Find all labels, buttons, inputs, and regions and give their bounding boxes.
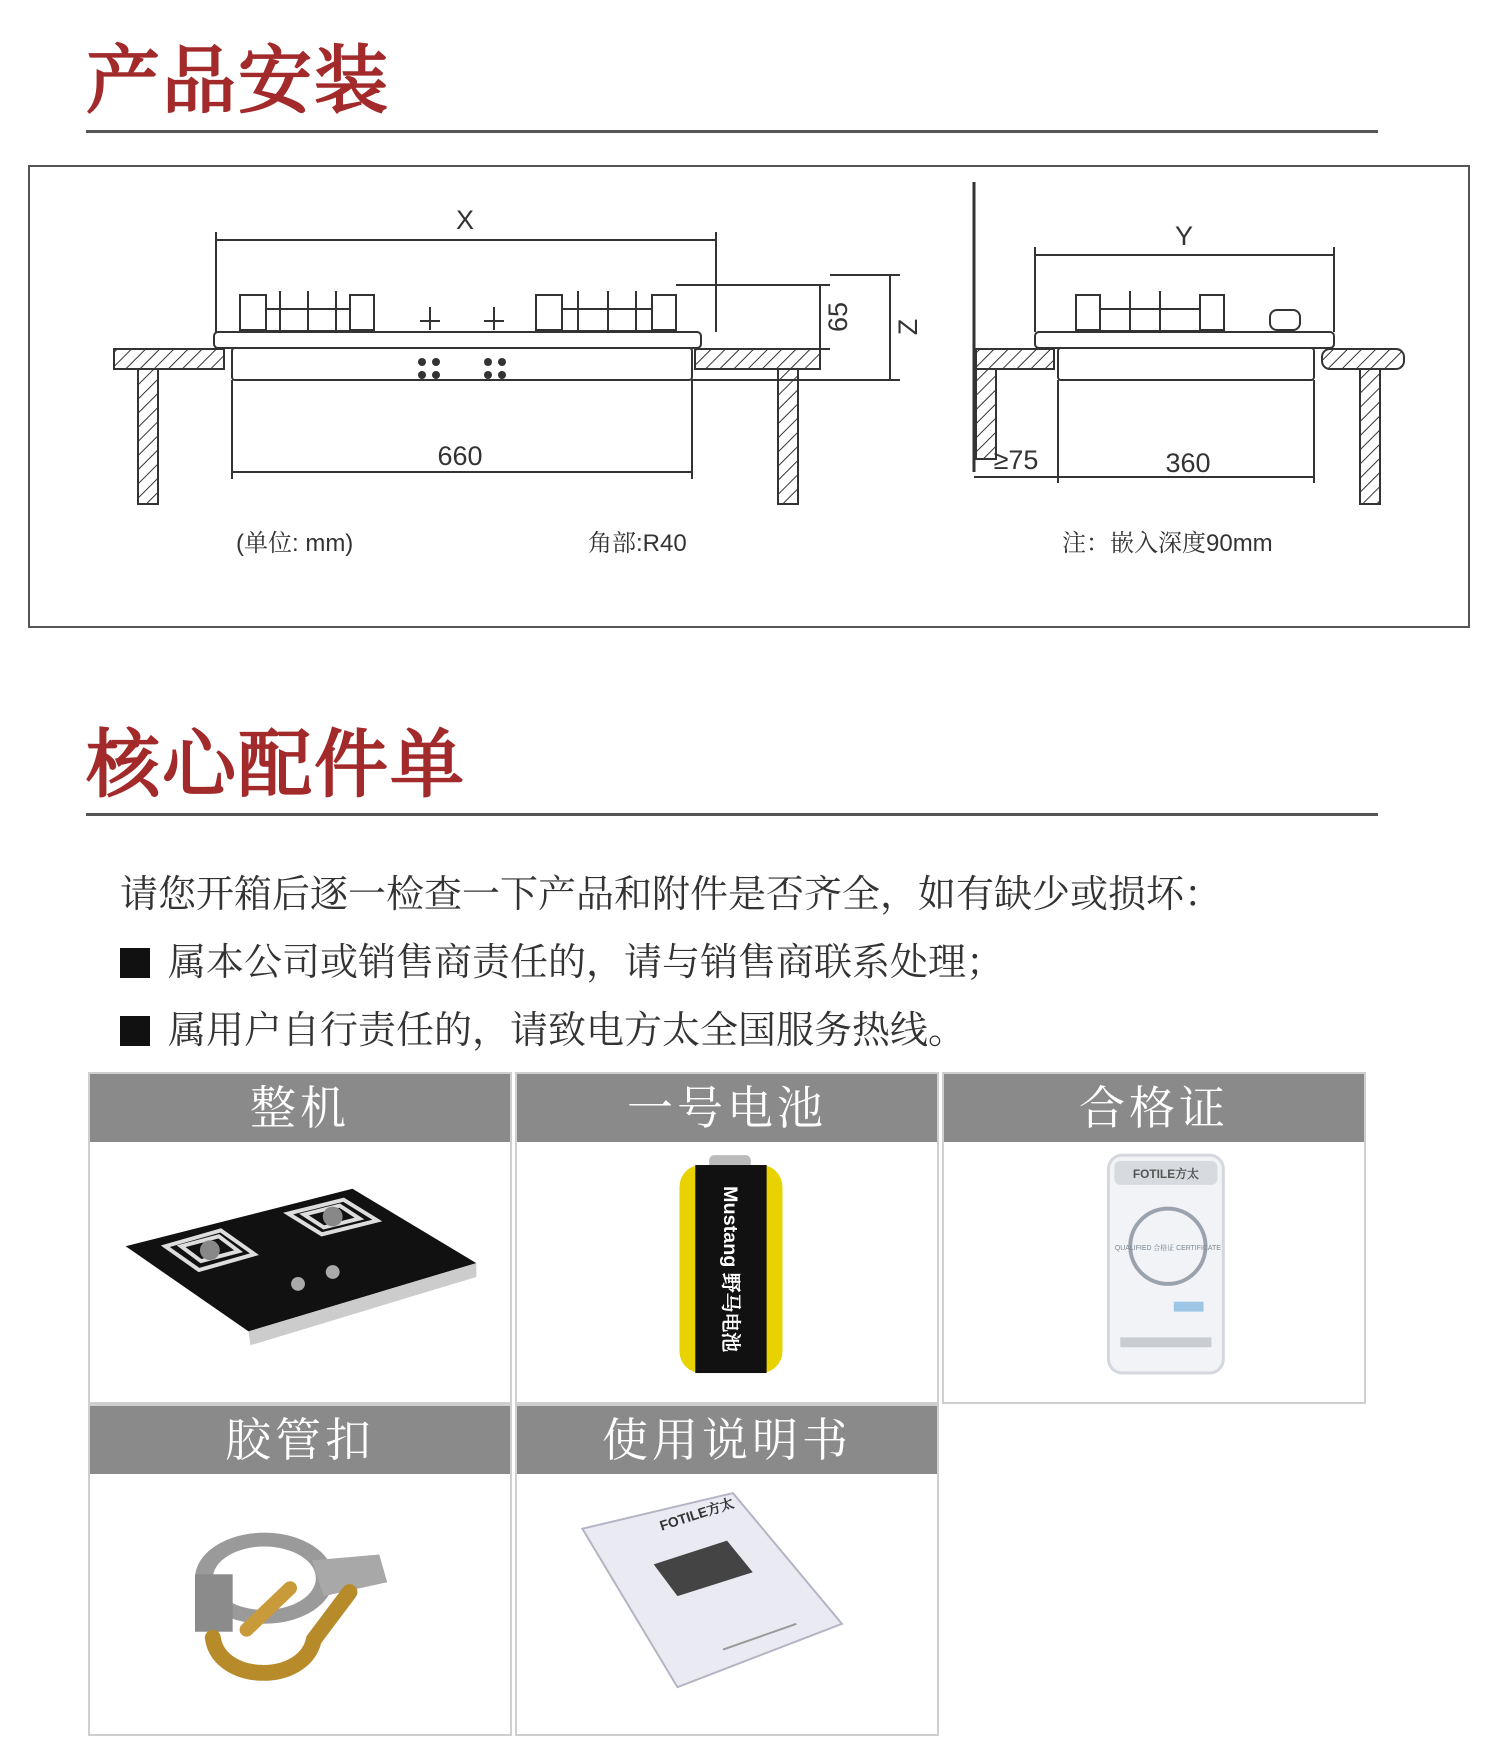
part-card-manual (515, 1404, 939, 1736)
side-burner-icon (1076, 291, 1224, 331)
part-label: 合格证 (944, 1074, 1364, 1142)
burner-right-icon (536, 291, 676, 331)
install-title-divider (86, 130, 1378, 133)
dim-label-65: 65 (823, 301, 853, 333)
dim-label-y: Y (1174, 221, 1194, 251)
battery-brand-text: Mustang 野马电池 (719, 1185, 742, 1353)
front-view-diagram (114, 232, 900, 504)
installation-diagram (28, 165, 1470, 628)
corner-note: 角部:R40 (588, 530, 687, 557)
part-label: 一号电池 (517, 1074, 937, 1142)
dim-label-660: 660 (437, 441, 483, 471)
battery-label (719, 1186, 742, 1352)
side-knob-icon (1270, 310, 1300, 330)
part-label: 整机 (90, 1074, 510, 1142)
manual-brand: FOTILE方太 (657, 1494, 736, 1534)
cabinet-leg-left (138, 369, 158, 504)
control-knobs-icon (420, 307, 504, 330)
side-countertop-left (976, 349, 1054, 369)
bullet-text: 属用户自行责任的，请致电方太全国服务热线。 (168, 1008, 967, 1052)
parts-section-title: 核心配件单 (86, 722, 466, 808)
part-card-certificate (942, 1072, 1366, 1404)
cabinet-leg-right (778, 369, 798, 504)
part-label: 使用说明书 (517, 1406, 937, 1474)
unit-note: (单位: mm) (236, 530, 354, 557)
bullet-text: 属本公司或销售商责任的，请与销售商联系处理； (168, 940, 1005, 984)
parts-grid (88, 1072, 1366, 1736)
bullet-square-icon (120, 948, 150, 978)
part-card-empty (942, 1404, 1366, 1736)
dim-label-x: X (455, 205, 475, 235)
install-section-title: 产品安装 (86, 38, 390, 124)
dim-label-z: Z (893, 318, 923, 336)
stove-body (232, 348, 692, 380)
dim-label-360: 360 (1165, 448, 1211, 478)
part-card-hose-clamp (88, 1404, 512, 1736)
side-stove-top (1035, 332, 1334, 348)
bullet-item (120, 928, 1420, 996)
side-countertop-right (1322, 349, 1404, 369)
hose-clamp-image (90, 1474, 510, 1734)
certificate-image (944, 1142, 1364, 1402)
part-card-battery (515, 1072, 939, 1404)
depth-note: 注：嵌入深度90mm (1062, 530, 1273, 557)
burner-left-icon (240, 291, 374, 331)
dim-label-75: ≥75 (993, 445, 1039, 475)
part-card-stove (88, 1072, 512, 1404)
certificate-brand: FOTILE方太 (1132, 1166, 1199, 1181)
manual-image (517, 1474, 937, 1734)
countertop-right (695, 349, 820, 369)
bullet-item (120, 996, 1420, 1064)
battery-image (517, 1142, 937, 1402)
part-label: 胶管扣 (90, 1406, 510, 1474)
parts-title-divider (86, 813, 1378, 816)
countertop-left (114, 349, 224, 369)
parts-instructions (120, 860, 1420, 1064)
bullet-square-icon (120, 1016, 150, 1046)
gas-stove-image (90, 1142, 510, 1402)
stove-top-plate (214, 332, 701, 348)
intro-text: 请您开箱后逐一检查一下产品和附件是否齐全，如有缺少或损坏： (120, 872, 1223, 916)
side-stove-body (1058, 348, 1314, 380)
side-cabinet-leg (1360, 369, 1380, 504)
certificate-seal-text: QUALIFIED 合格证 CERTIFICATE (1114, 1245, 1221, 1253)
